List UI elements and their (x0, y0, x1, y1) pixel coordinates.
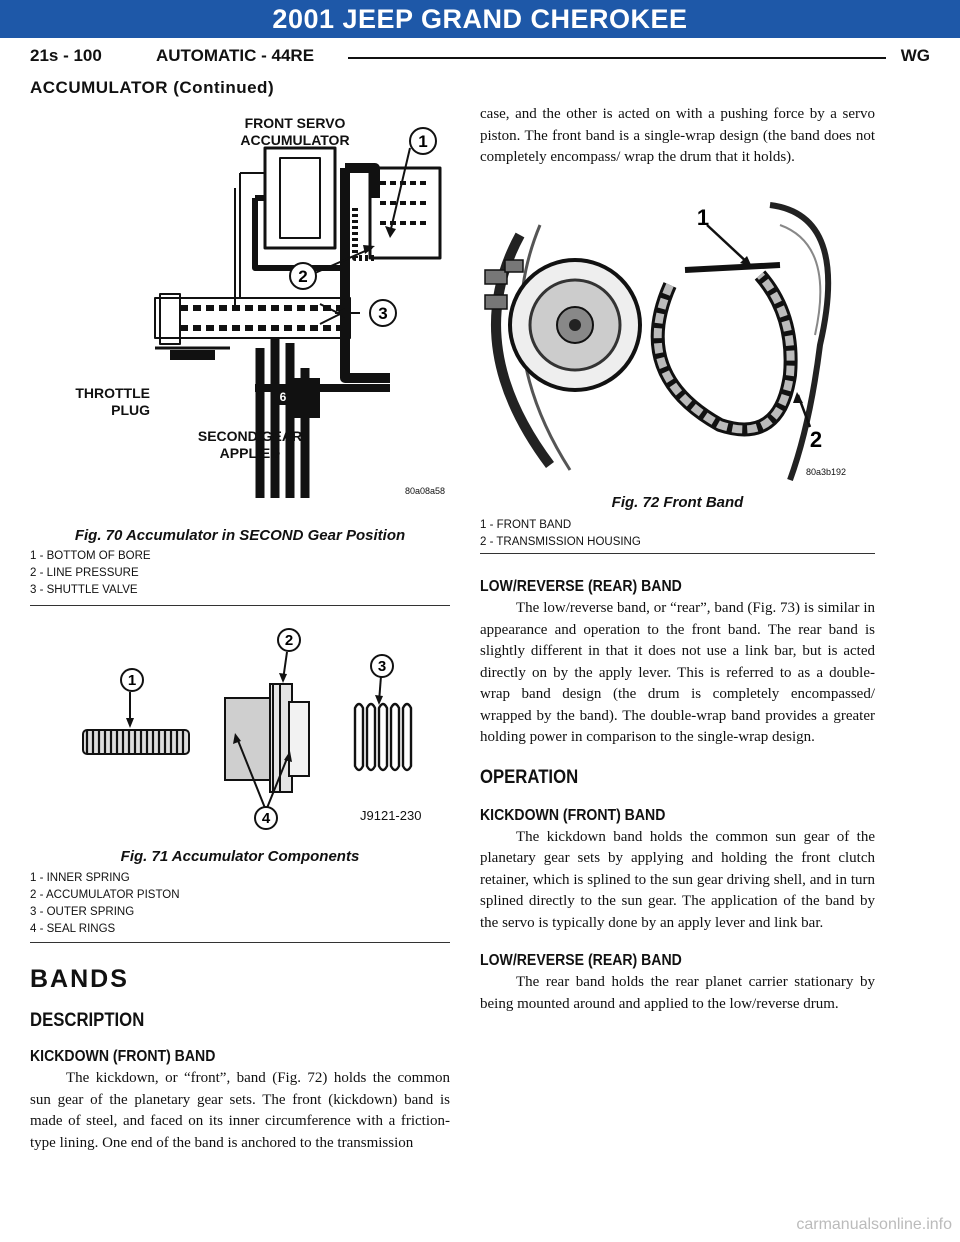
watermark: carmanualsonline.info (796, 1216, 952, 1233)
fig72-legend-item: 1 - FRONT BAND (480, 519, 572, 531)
fig71-legend (30, 870, 450, 938)
fig70-callout-2: 2 (298, 267, 308, 286)
description-heading: DESCRIPTION (30, 1010, 145, 1031)
fig70-label-plug: PLUG (111, 402, 150, 418)
op-low-reverse-heading: LOW/REVERSE (REAR) BAND (480, 952, 682, 969)
fig70-label-front-servo: FRONT SERVO (244, 115, 346, 131)
kickdown-paragraph-continued: case, and the other is acted on with a pushing force by a servo piston. The front band is a single-wrap design (the band does not completely encompass/ wrap the drum that it holds). (480, 106, 875, 165)
model-code: WG (900, 46, 930, 65)
fig72-legend (480, 517, 875, 551)
bands-heading: BANDS (30, 965, 129, 993)
document-banner-title: 2001 JEEP GRAND CHEROKEE (0, 0, 960, 38)
fig70-code: 80a08a58 (405, 486, 446, 496)
fig70-diagram (75, 108, 460, 498)
fig72-diagram (480, 195, 875, 485)
fig70-label-accumulator: ACCUMULATOR (240, 132, 350, 148)
fig71-legend-item: 1 - INNER SPRING (30, 872, 130, 884)
fig70-label-throttle-group (60, 385, 150, 419)
fig72-callout-1: 1 (696, 205, 710, 230)
op-kickdown-paragraph: The kickdown band holds the common sun gear of the planetary gear sets by applying and holding the front clutch retainer, which is splined to the sun gear driving shell, and in turn splined directly to the sun gear. The application of the band by the servo is typically done by an apply lever and link bar. (480, 828, 875, 931)
right-text-column (480, 578, 875, 1015)
kickdown-heading: KICKDOWN (FRONT) BAND (30, 1048, 216, 1065)
page-number: 21s - 100 (30, 46, 102, 65)
fig70-label-front-servo-group (230, 115, 360, 149)
fig71-legend-item: 2 - ACCUMULATOR PISTON (30, 889, 180, 901)
fig71-bottom-rule (30, 942, 450, 943)
fig72-bottom-rule (480, 553, 875, 554)
running-header (30, 46, 930, 72)
accumulator-components-diagram (75, 620, 445, 835)
fig70-label-second-gear-group (180, 428, 320, 462)
fig71-callout-3: 3 (377, 658, 387, 675)
fig72-code: 80a3b192 (806, 467, 847, 477)
fig71-callout-2: 2 (284, 632, 294, 649)
low-reverse-heading: LOW/REVERSE (REAR) BAND (480, 578, 682, 595)
operation-heading: OPERATION (480, 766, 579, 788)
fig70-callout-6: 6 (279, 390, 287, 404)
fig70-label-applied: APPLIED (219, 445, 281, 461)
fig70-caption: Fig. 70 Accumulator in SECOND Gear Position (74, 527, 406, 544)
fig72-callout-2: 2 (809, 427, 823, 452)
fig71-caption: Fig. 71 Accumulator Components (120, 848, 360, 865)
fig71-legend-item: 3 - OUTER SPRING (30, 906, 135, 918)
fig70-label-throttle: THROTTLE (75, 385, 150, 401)
fig72-legend-item: 2 - TRANSMISSION HOUSING (480, 536, 641, 548)
fig70-callout-3: 3 (378, 304, 388, 323)
header-rule (348, 57, 886, 59)
fig71-code: J9121-230 (360, 808, 422, 823)
fig70-legend-item: 2 - LINE PRESSURE (30, 567, 139, 579)
front-band-photo (480, 195, 875, 485)
fig71-legend-item: 4 - SEAL RINGS (30, 923, 116, 935)
fig70-callout-1: 1 (418, 132, 428, 151)
left-text-column (30, 965, 450, 1154)
fig72-caption: Fig. 72 Front Band (611, 494, 744, 511)
fig70-legend (30, 548, 450, 599)
section-title: AUTOMATIC - 44RE (156, 46, 315, 65)
continued-heading: ACCUMULATOR (Continued) (30, 78, 275, 97)
op-low-reverse-paragraph: The rear band holds the rear planet carrier stationary by being mounted around and applied to the low/reverse drum. (480, 974, 875, 1012)
right-column-top (480, 104, 875, 169)
fig71-callout-1: 1 (127, 672, 137, 689)
fig70-legend-item: 1 - BOTTOM OF BORE (30, 550, 151, 562)
op-kickdown-heading: KICKDOWN (FRONT) BAND (480, 806, 666, 824)
fig70-bottom-rule (30, 605, 450, 606)
fig70-legend-item: 3 - SHUTTLE VALVE (30, 584, 138, 596)
fig70-label-second-gear: SECOND GEAR (197, 428, 303, 444)
fig71-callout-4: 4 (261, 810, 271, 827)
kickdown-paragraph: The kickdown, or “front”, band (Fig. 72) holds the common sun gear of the planetary gear sets. The front (kickdown) band is made of steel, and faced on its inner circumference with a friction-type lining. One end of the band is anchored to the transmission (30, 1070, 450, 1151)
low-reverse-paragraph: The low/reverse band, or “rear”, band (Fig. 73) is similar in appearance and operation to the front band. The rear band is slightly different in that it does not use a link bar, but is acted directly on by the apply lever. This is referred to as a double-wrap band design (the drum is completely encompassed/ wrapped by the band). The double-wrap band provides a greater holding power in comparison to the single-wrap design. (480, 600, 875, 745)
fig71-diagram (75, 620, 445, 835)
